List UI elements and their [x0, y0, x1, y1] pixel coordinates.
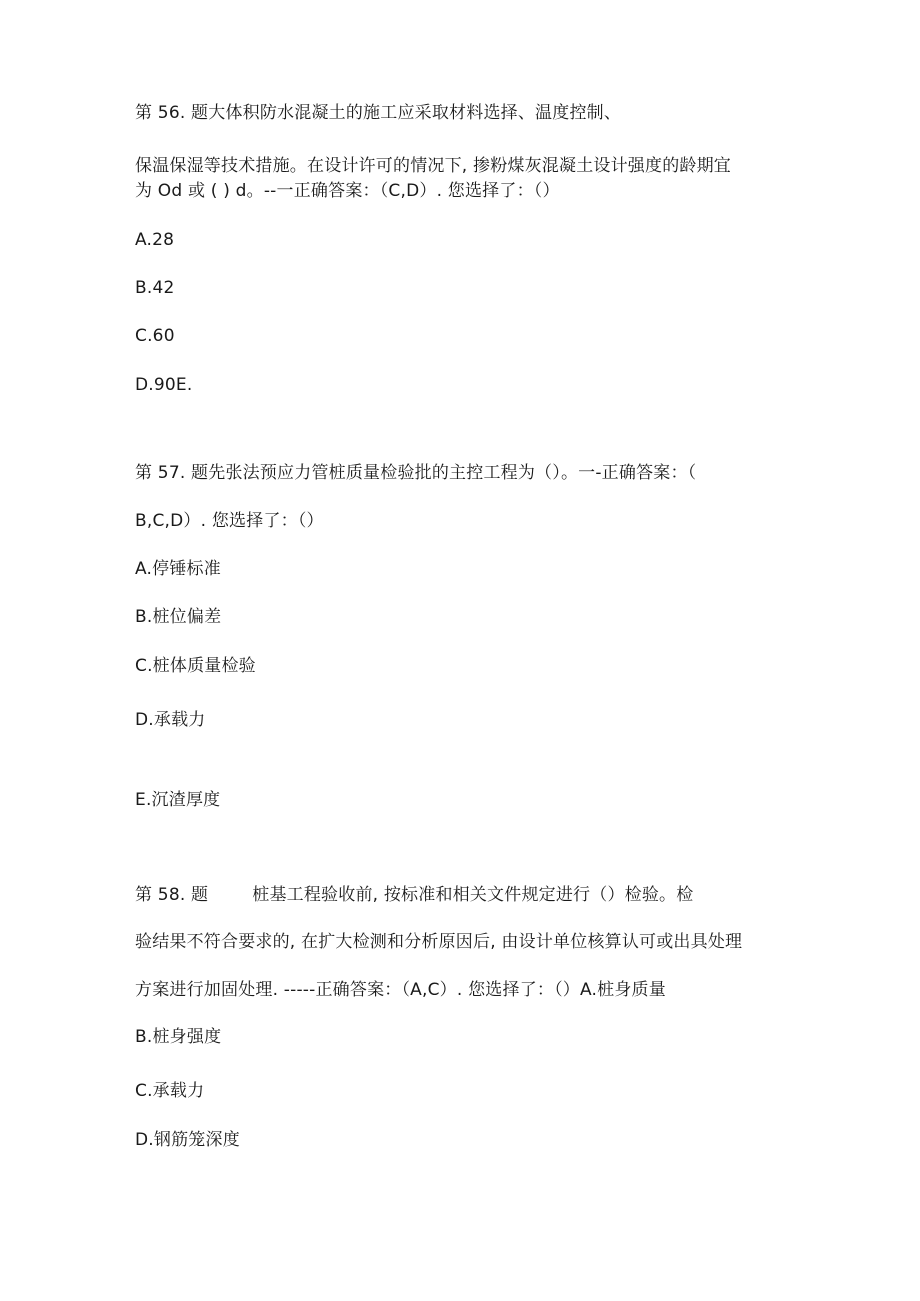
q58-stem-text: 桩基工程验收前, 按标准和相关文件规定进行（）检验。检	[252, 885, 694, 905]
q56-stem-line-3: 为 Od 或 ( ) d。--一正确答案：（C,D）. 您选择了：（）	[135, 181, 560, 201]
q57-option-c: C.桩体质量检验	[135, 656, 256, 676]
q57-stem-line-2: B,C,D）. 您选择了：（）	[135, 511, 324, 531]
q58-stem-line-3: 方案进行加固处理. -----正确答案：（A,C）. 您选择了：（）A.桩身质量	[135, 980, 666, 1000]
q57-option-e: E.沉渣厚度	[135, 790, 221, 810]
q58-option-b: B.桩身强度	[135, 1027, 222, 1047]
q57-option-d: D.承载力	[135, 710, 206, 730]
q56-option-b: B.42	[135, 278, 175, 298]
q56-option-a: A.28	[135, 230, 175, 250]
q57-stem-line-1: 第 57. 题先张法预应力管桩质量检验批的主控工程为（）。一-正确答案：（	[135, 463, 697, 483]
q58-option-c: C.承载力	[135, 1081, 205, 1101]
q56-stem-line-2: 保温保湿等技术措施。在设计许可的情况下, 掺粉煤灰混凝土设计强度的龄期宜	[135, 156, 732, 176]
q58-option-d: D.钢筋笼深度	[135, 1130, 240, 1150]
q56-stem-line-1: 第 56. 题大体积防水混凝土的施工应采取材料选择、温度控制、	[135, 103, 622, 123]
q58-stem-line-2: 验结果不符合要求的, 在扩大检测和分析原因后, 由设计单位核算认可或出具处理	[135, 932, 743, 952]
q57-option-b: B.桩位偏差	[135, 607, 222, 627]
q56-option-d: D.90E.	[135, 375, 193, 395]
q57-option-a: A.停锤标准	[135, 559, 221, 579]
q58-stem-line-1	[135, 884, 693, 906]
q56-option-c: C.60	[135, 326, 175, 346]
q58-number: 第 58. 题	[135, 885, 209, 905]
